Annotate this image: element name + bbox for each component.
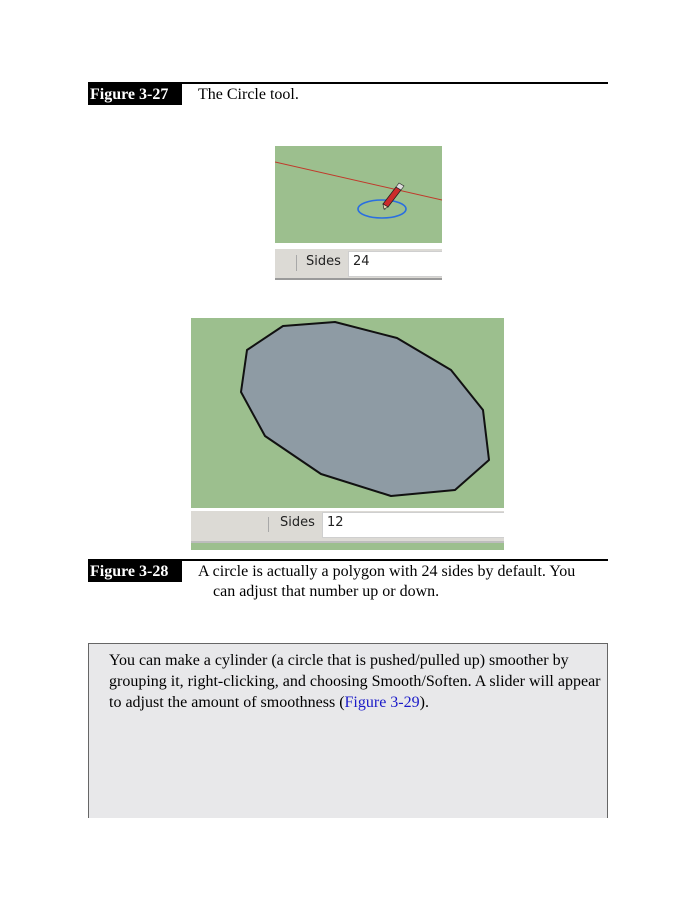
figure-3-28-caption-line2: can adjust that number up or down. [213, 583, 440, 600]
circle-tool-screenshot [275, 146, 442, 280]
toolbar-separator [268, 517, 269, 532]
tip-note-text [109, 650, 601, 713]
figure-3-27-caption: The Circle tool. [198, 86, 299, 103]
red-axis-line [275, 162, 442, 200]
polygon-screenshot [191, 318, 504, 550]
toolbar-bottom-edge [275, 278, 442, 280]
twelve-sided-polygon [241, 322, 489, 496]
figure-3-29-link[interactable]: Figure 3-29 [344, 694, 420, 711]
sides-label: Sides [280, 515, 315, 530]
polygon-scene [191, 318, 504, 508]
tip-note-body: You can make a cylinder (a circle that is pushed/pulled up) smoother by grouping it, right-clicking, and choosing Smooth/Soften. A slider will appear to adjust the amount of smoothness ( [109, 652, 601, 711]
circle-preview [358, 200, 406, 218]
figure-3-28-label: Figure 3-28 [88, 561, 182, 582]
tip-note-end: ). [419, 694, 429, 711]
measurements-toolbar [275, 246, 442, 280]
viewport-bottom-strip [191, 541, 504, 550]
tip-note-box [88, 643, 608, 818]
circle-tool-scene [275, 146, 442, 243]
figure-3-28-caption-line1: A circle is actually a polygon with 24 sides by default. You [198, 563, 576, 580]
sides-input[interactable]: 24 [348, 251, 442, 277]
toolbar-separator [296, 255, 297, 271]
measurements-toolbar [191, 508, 504, 541]
sides-input[interactable]: 12 [322, 512, 504, 538]
sides-label: Sides [306, 254, 341, 269]
modeling-viewport [275, 146, 442, 243]
figure-3-27-label: Figure 3-27 [88, 84, 182, 105]
